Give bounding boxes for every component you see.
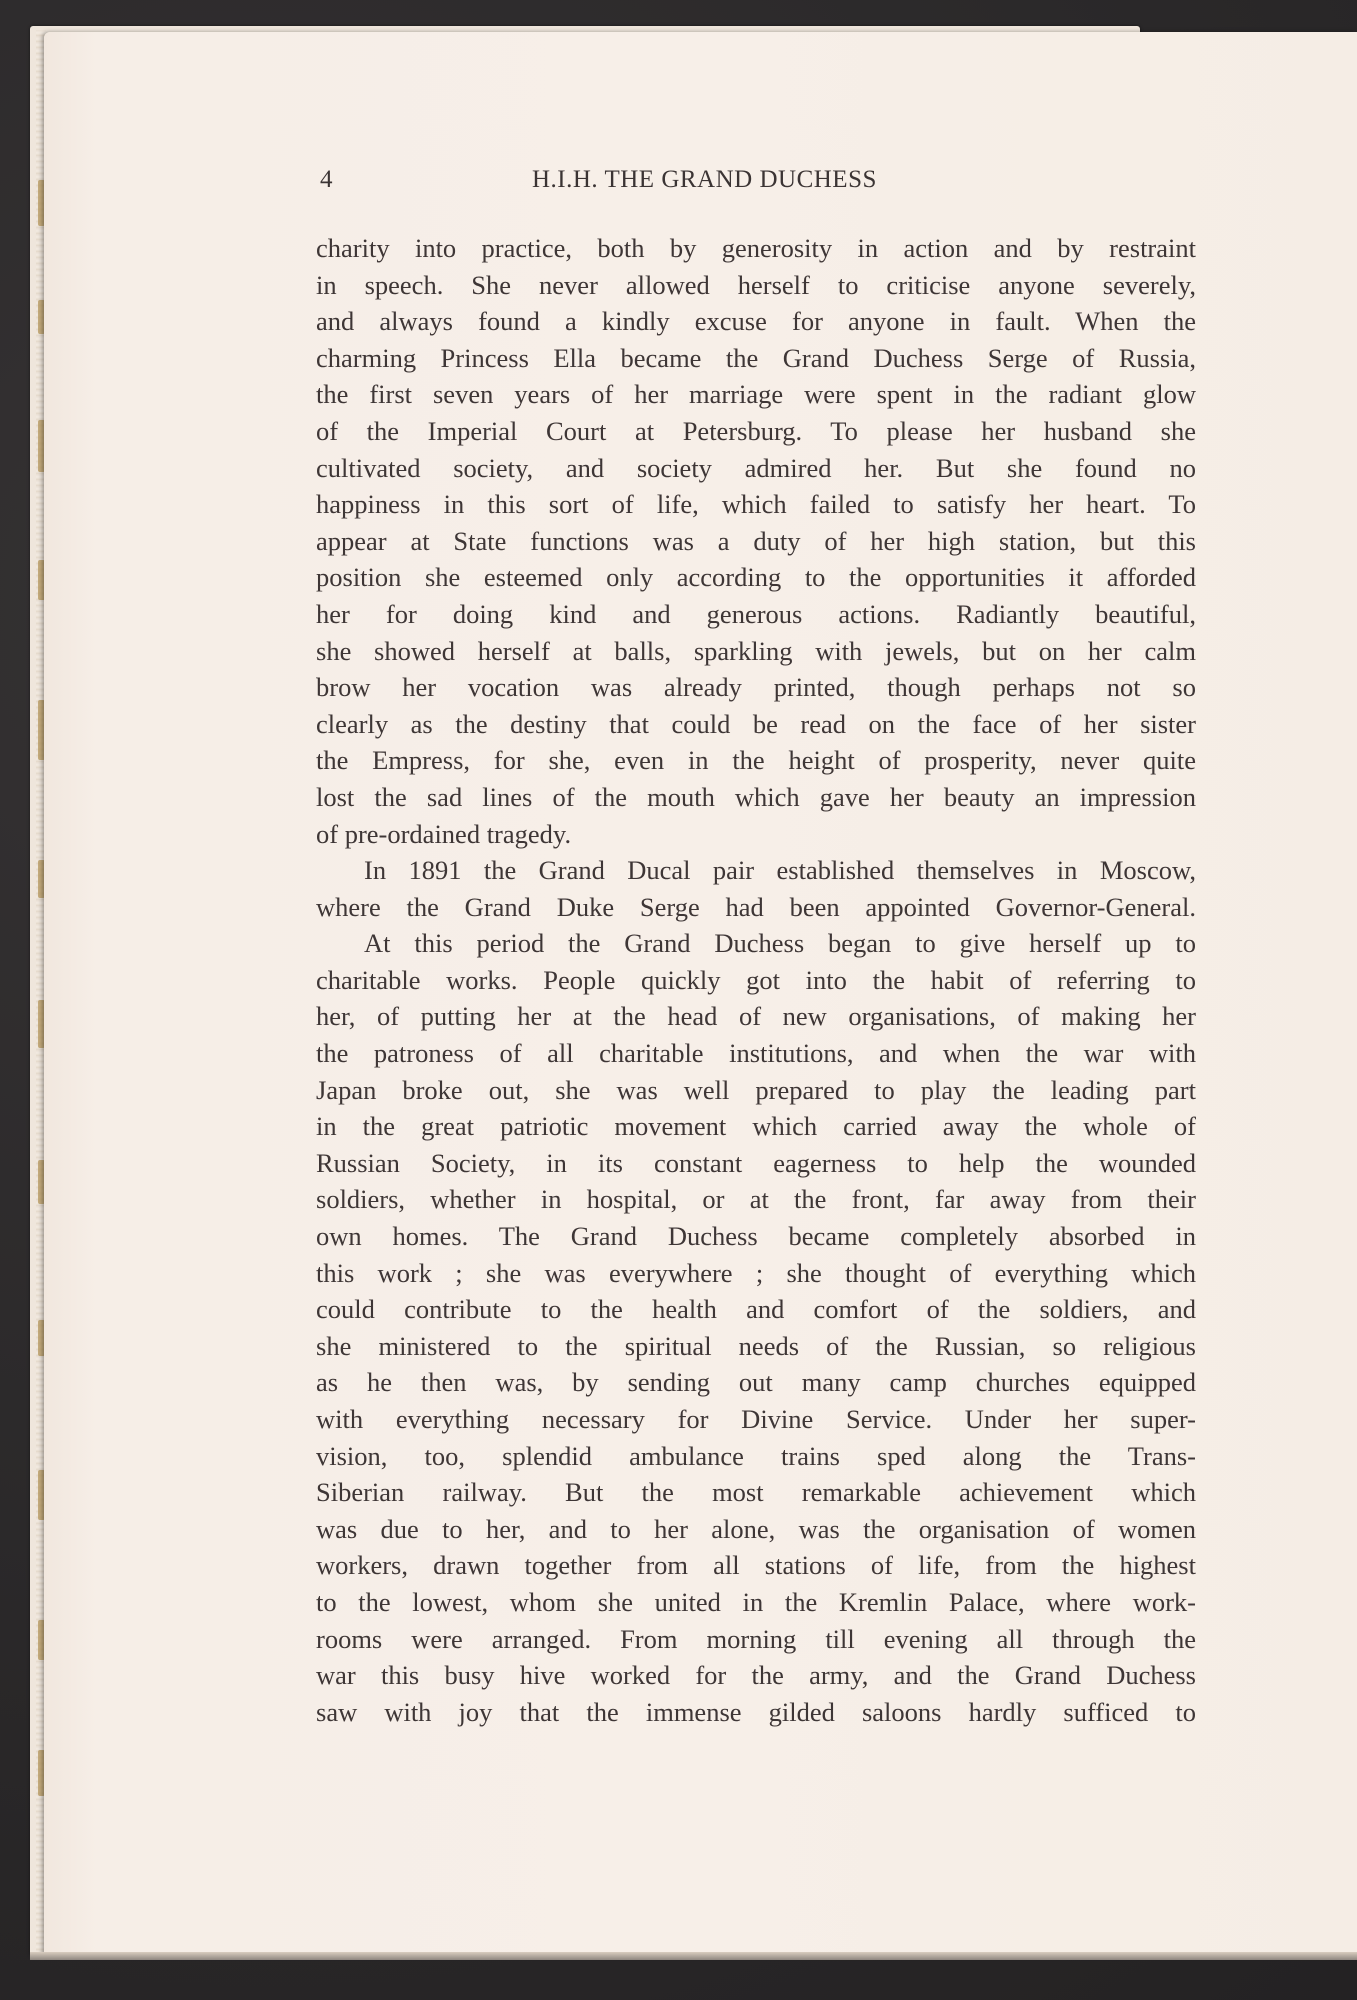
running-header	[320, 166, 988, 202]
text-line: Russian Society, in its constant eagerness to help the wounded	[316, 1147, 1196, 1178]
text-line: with everything necessary for Divine Service. Under her super-	[316, 1404, 1196, 1434]
text-line: saw with joy that the immense gilded saloons hardly sufficed to	[316, 1696, 1196, 1727]
text-line: charitable works. People quickly got into the habit of referring to	[316, 964, 1196, 995]
text-line: she showed herself at balls, sparkling with jewels, but on her calm	[316, 635, 1196, 666]
text-line: appear at State functions was a duty of her high station, but this	[316, 525, 1196, 556]
text-line: in speech. She never allowed herself to criticise anyone severely,	[316, 269, 1196, 300]
text-line: of pre-ordained tragedy.	[316, 818, 572, 849]
body-text	[316, 230, 1196, 1730]
text-line: vision, too, splendid ambulance trains sped along the Trans-	[316, 1440, 1196, 1471]
text-line: Siberian railway. But the most remarkable achievement which	[316, 1477, 1196, 1508]
text-line: her for doing kind and generous actions. Radiantly beautiful,	[316, 598, 1196, 629]
text-line: her, of putting her at the head of new organisations, of making her	[316, 1001, 1196, 1032]
text-line: to the lowest, whom she united in the Kremlin Palace, where work-	[316, 1586, 1196, 1617]
text-line: where the Grand Duke Serge had been appointed Governor-General.	[316, 891, 1196, 922]
text-line: rooms were arranged. From morning till evening all through the	[316, 1623, 1196, 1654]
text-line: workers, drawn together from all stations of life, from the highest	[316, 1550, 1196, 1581]
text-line: this work ; she was everywhere ; she thought of everything which	[316, 1257, 1196, 1288]
text-line: in the great patriotic movement which carried away the whole of	[316, 1111, 1196, 1142]
text-line: cultivated society, and society admired her. But she found no	[316, 452, 1196, 483]
text-line: brow her vocation was already printed, though perhaps not so	[316, 672, 1196, 703]
text-line: of the Imperial Court at Petersburg. To please her husband she	[316, 415, 1196, 446]
text-line: Japan broke out, she was well prepared to play the leading part	[316, 1074, 1196, 1105]
text-line: charming Princess Ella became the Grand Duchess Serge of Russia,	[316, 342, 1196, 373]
text-line: clearly as the destiny that could be read on the face of her sister	[316, 708, 1196, 739]
paragraph-first-line: In 1891 the Grand Ducal pair established themselves in Moscow,	[364, 855, 1196, 886]
running-title: H.I.H. THE GRAND DUCHESS	[532, 166, 877, 193]
text-line: could contribute to the health and comfort of the soldiers, and	[316, 1294, 1196, 1325]
text-line: charity into practice, both by generosity in action and by restraint	[316, 233, 1196, 263]
page-bottom-edge	[30, 1952, 1357, 1960]
paragraph-first-line: At this period the Grand Duchess began to give herself up to	[364, 928, 1196, 959]
text-line: as he then was, by sending out many camp churches equipped	[316, 1367, 1196, 1398]
text-line: the first seven years of her marriage were spent in the radiant glow	[316, 379, 1196, 410]
text-line: war this busy hive worked for the army, and the Grand Duchess	[316, 1660, 1196, 1691]
text-line: position she esteemed only according to the opportunities it afforded	[316, 562, 1196, 593]
text-line: and always found a kindly excuse for anyone in fault. When the	[316, 306, 1196, 337]
text-line: happiness in this sort of life, which failed to satisfy her heart. To	[316, 489, 1196, 520]
text-line: the Empress, for she, even in the height of prosperity, never quite	[316, 745, 1196, 776]
text-line: was due to her, and to her alone, was the organisation of women	[316, 1513, 1196, 1544]
text-line: the patroness of all charitable institutions, and when the war with	[316, 1038, 1196, 1069]
text-line: own homes. The Grand Duchess became completely absorbed in	[316, 1221, 1196, 1252]
text-line: lost the sad lines of the mouth which gave her beauty an impression	[316, 781, 1196, 812]
text-line: soldiers, whether in hospital, or at the front, far away from their	[316, 1184, 1196, 1215]
page-number: 4	[320, 166, 333, 193]
text-line: she ministered to the spiritual needs of the Russian, so religious	[316, 1330, 1196, 1361]
